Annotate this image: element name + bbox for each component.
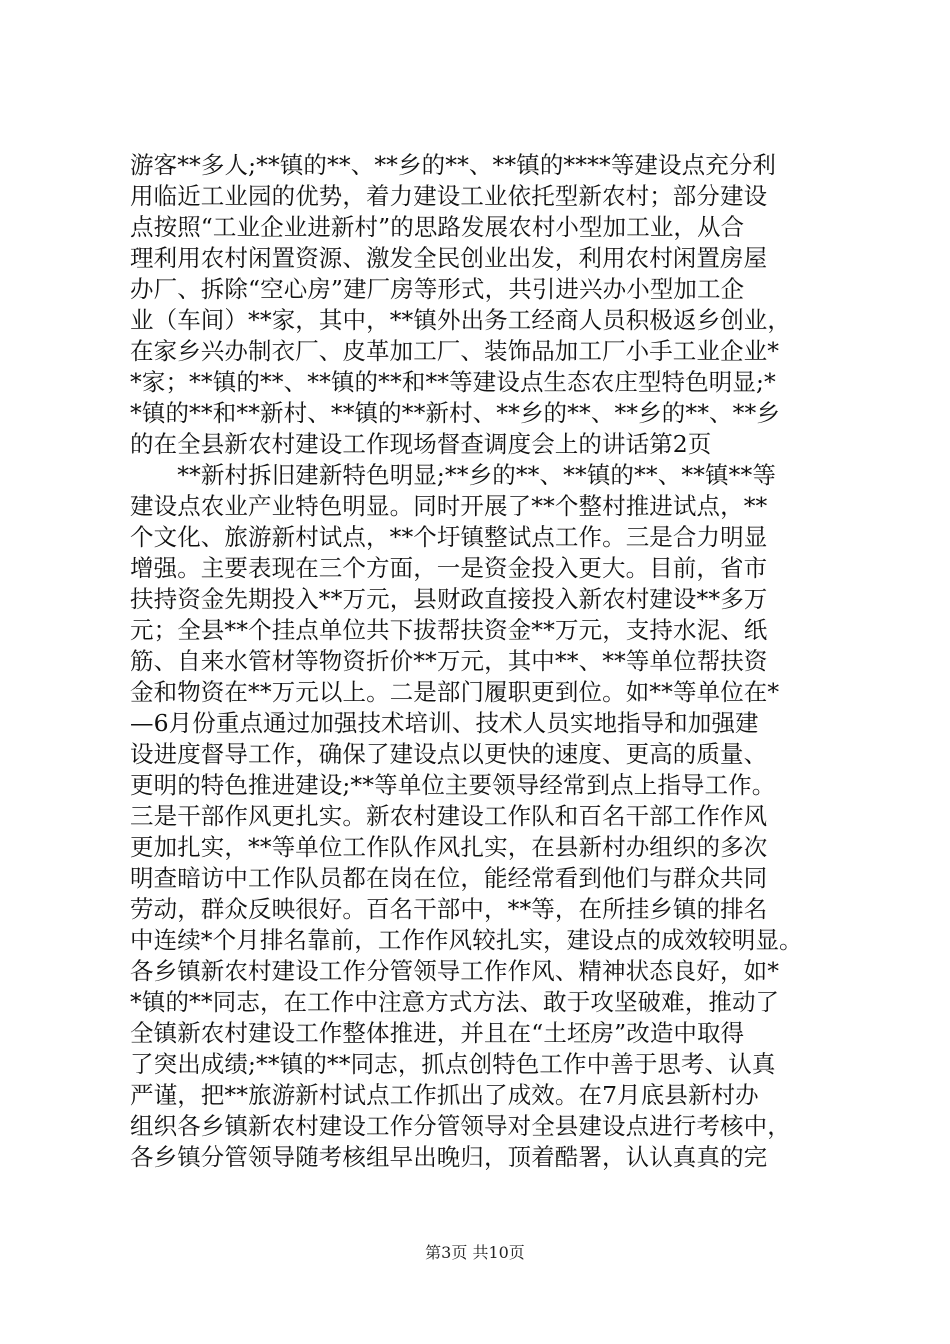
text-line: 建设点农业产业特色明显。同时开展了**个整村推进试点，** [130,492,768,520]
text-line: *镇的**和**新村、**镇的**新村、**乡的**、**乡的**、**乡 [130,399,780,427]
text-line: 了突出成绩;**镇的**同志，抓点创特色工作中善于思考、认真 [130,1050,776,1078]
text-line: 各乡镇新农村建设工作分管领导工作作风、精神状态良好，如* [130,957,780,985]
text-line: 更加扎实，**等单位工作队作风扎实，在县新村办组织的多次 [130,833,768,861]
text-line: 理利用农村闲置资源、激发全民创业出发，利用农村闲置房屋 [130,244,768,272]
text-line: 个文化、旅游新村试点，**个圩镇整试点工作。三是合力明显 [130,523,768,551]
text-line: **新村拆旧建新特色明显;**乡的**、**镇的**、**镇**等 [130,461,776,489]
text-line: 的在全县新农村建设工作现场督查调度会上的讲话第2页 [130,430,712,458]
text-line: 用临近工业园的优势，着力建设工业依托型新农村；部分建设 [130,182,768,210]
text-line: 更明的特色推进建设;**等单位主要领导经常到点上指导工作。 [130,771,776,799]
text-line: *家；**镇的**、**镇的**和**等建设点生态农庄型特色明显;* [130,368,776,396]
text-line: 在家乡兴办制衣厂、皮革加工厂、装饰品加工厂小手工业企业* [130,337,780,365]
text-line: 劳动，群众反映很好。百名干部中，**等，在所挂乡镇的排名 [130,895,768,923]
document-body [130,150,830,1173]
text-line: —6月份重点通过加强技术培训、技术人员实地指导和加强建 [130,709,759,737]
text-line: 组织各乡镇新农村建设工作分管领导对全县建设点进行考核中， [130,1112,791,1140]
text-line: 游客**多人;**镇的**、**乡的**、**镇的****等建设点充分利 [130,151,777,179]
text-line: 点按照“工业企业进新村”的思路发展农村小型加工业，从合 [130,213,745,241]
text-line: 扶持资金先期投入**万元，县财政直接投入新农村建设**多万 [130,585,768,613]
text-line: 明查暗访中工作队员都在岗在位，能经常看到他们与群众共同 [130,864,768,892]
text-line: 筋、自来水管材等物资折价**万元，其中**、**等单位帮扶资 [130,647,768,675]
text-line: 各乡镇分管领导随考核组早出晚归，顶着酷署，认认真真的完 [130,1143,768,1171]
page-footer: 第3页 共10页 [425,1243,525,1262]
text-line: 中连续*个月排名靠前，工作作风较扎实，建设点的成效较明显。 [130,926,803,954]
text-line: 办厂、拆除“空心房”建厂房等形式，共引进兴办小型加工企 [130,275,745,303]
text-line: 业（车间）**家，其中，**镇外出务工经商人员积极返乡创业， [130,306,791,334]
text-line: 严谨，把**旅游新村试点工作抓出了成效。在7月底县新村办 [130,1081,759,1109]
text-line: 金和物资在**万元以上。二是部门履职更到位。如**等单位在* [130,678,780,706]
text-line: 设进度督导工作，确保了建设点以更快的速度、更高的质量、 [130,740,768,768]
text-line: 三是干部作风更扎实。新农村建设工作队和百名干部工作作风 [130,802,768,830]
text-line: 全镇新农村建设工作整体推进，并且在“土坯房”改造中取得 [130,1019,745,1047]
text-line: 元；全县**个挂点单位共下拔帮扶资金**万元，支持水泥、纸 [130,616,768,644]
text-line: 增强。主要表现在三个方面，一是资金投入更大。目前，省市 [130,554,768,582]
text-line: *镇的**同志，在工作中注意方式方法、敢于攻坚破难，推动了 [130,988,780,1016]
